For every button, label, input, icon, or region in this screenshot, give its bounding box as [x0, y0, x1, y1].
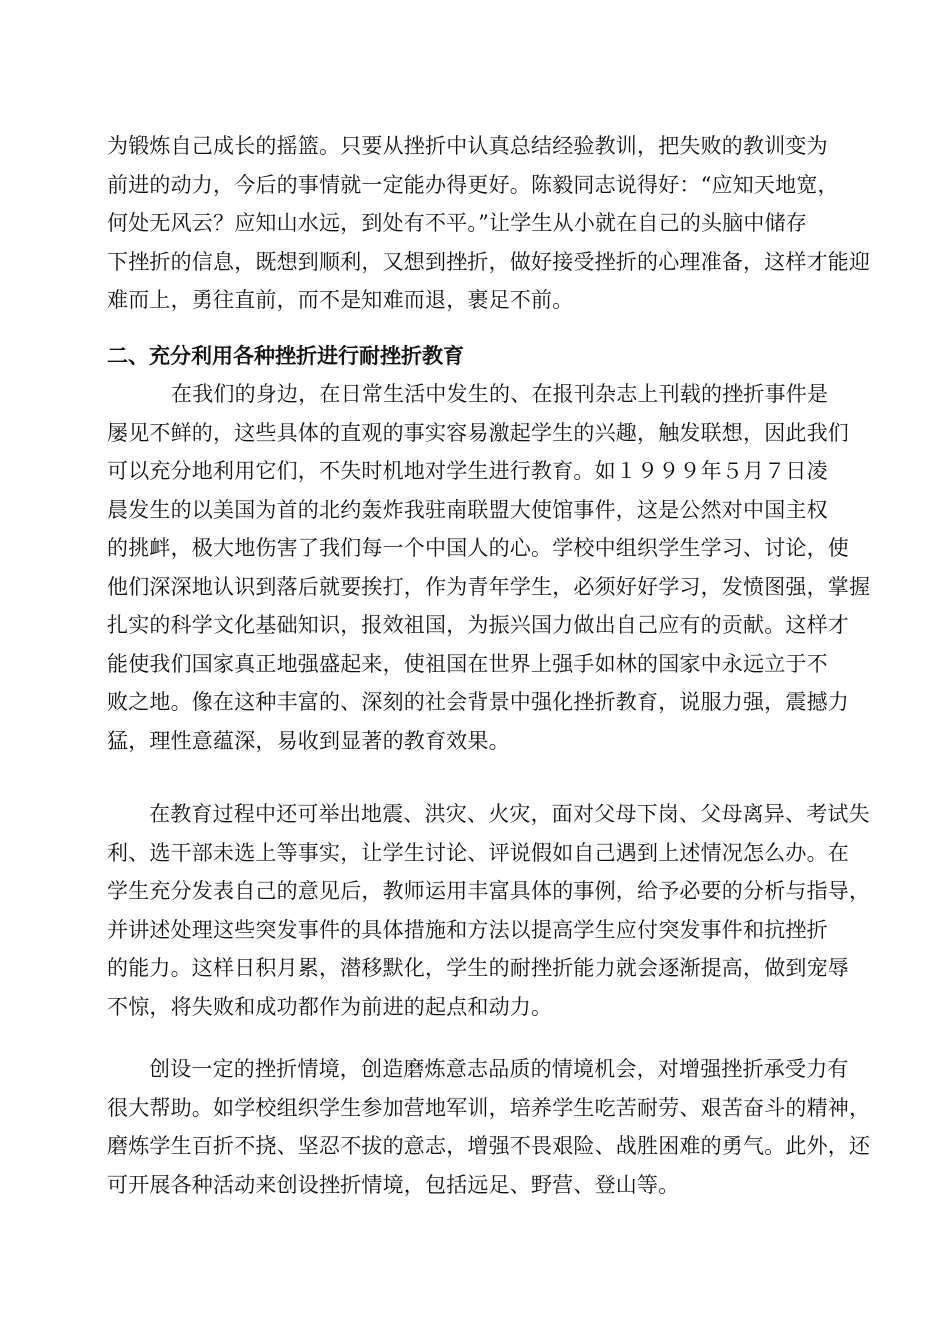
text-line: 前进的动力，今后的事情就一定能办得更好。陈毅同志说得好：“应知天地宽，	[107, 172, 839, 197]
text-line: 创设一定的挫折情境，创造磨炼意志品质的情境机会，对增强挫折承受力有	[149, 1057, 849, 1081]
paragraph-2	[107, 795, 871, 1026]
text-line: 扎实的科学文化基础知识，报效祖国，为振兴国力做出自己应有的贡献。这样才	[107, 613, 849, 637]
text-line: 在我们的身边，在日常生活中发生的、在报刊杂志上刊载的挫折事件是	[171, 382, 829, 406]
text-line: 可开展各种活动来创设挫折情境，包括远足、野营、登山等。	[107, 1172, 680, 1197]
text-line: 难而上，勇往直前，而不是知难而退，裹足不前。	[107, 288, 574, 312]
text-line: 能使我们国家真正地强盛起来，使祖国在世界上强手如林的国家中永远立于不	[107, 651, 828, 676]
text-line: 猛，理性意蕴深，易收到显著的教育效果。	[107, 728, 510, 753]
section-heading: 二、充分利用各种挫折进行耐挫折教育	[107, 344, 464, 368]
text-line: 利、选干部未选上等事实，让学生讨论、评说假如自己遇到上述情况怎么办。在	[107, 840, 849, 865]
text-line: 晨发生的以美国为首的北约轰炸我驻南联盟大使馆事件，这是公然对中国主权	[107, 497, 828, 522]
text-line: 屡见不鲜的，这些具体的直观的事实容易激起学生的兴趣，触发联想，因此我们	[107, 420, 849, 445]
text-line: 的挑衅，极大地伤害了我们每一个中国人的心。学校中组织学生学习、讨论，使	[107, 536, 849, 560]
text-line: 学生充分发表自己的意见后，教师运用丰富具体的事例，给予必要的分析与指导，	[107, 879, 871, 903]
text-line: 败之地。像在这种丰富的、深刻的社会背景中强化挫折教育，说服力强，震撼力	[107, 690, 849, 714]
text-line: 何处无风云？应知山水远，到处有不平。”让学生从小就在自己的头脑中储存	[107, 211, 808, 235]
text-line: 在教育过程中还可举出地震、洪灾、火灾，面对父母下岗、父母离异、考试失	[149, 802, 870, 826]
text-line: 不惊，将失败和成功都作为前进的起点和动力。	[107, 994, 553, 1019]
intro-paragraph	[107, 127, 871, 320]
text-line: 并讲述处理这些突发事件的具体措施和方法以提高学生应付突发事件和抗挫折	[107, 917, 828, 942]
text-line: 磨炼学生百折不挠、坚忍不拔的意志，增强不畏艰险、战胜困难的勇气。此外，还	[107, 1134, 871, 1158]
paragraph-1	[107, 375, 871, 760]
text-line: 可以充分地利用它们，不失时机地对学生进行教育。如１９９９年５月７日凌	[107, 459, 828, 483]
paragraph-3	[107, 1050, 871, 1204]
text-line: 下挫折的信息，既想到顺利，又想到挫折，做好接受挫折的心理准备，这样才能迎	[107, 249, 871, 274]
text-line: 的能力。这样日积月累，潜移默化，学生的耐挫折能力就会逐渐提高，做到宠辱	[107, 956, 849, 980]
text-line: 很大帮助。如学校组织学生参加营地军训，培养学生吃苦耐劳、艰苦奋斗的精神，	[107, 1095, 871, 1120]
text-line: 他们深深地认识到落后就要挨打，作为青年学生，必须好好学习，发愤图强，掌握	[107, 574, 871, 599]
text-line: 为锻炼自己成长的摇篮。只要从挫折中认真总结经验教训，把失败的教训变为	[107, 134, 828, 158]
